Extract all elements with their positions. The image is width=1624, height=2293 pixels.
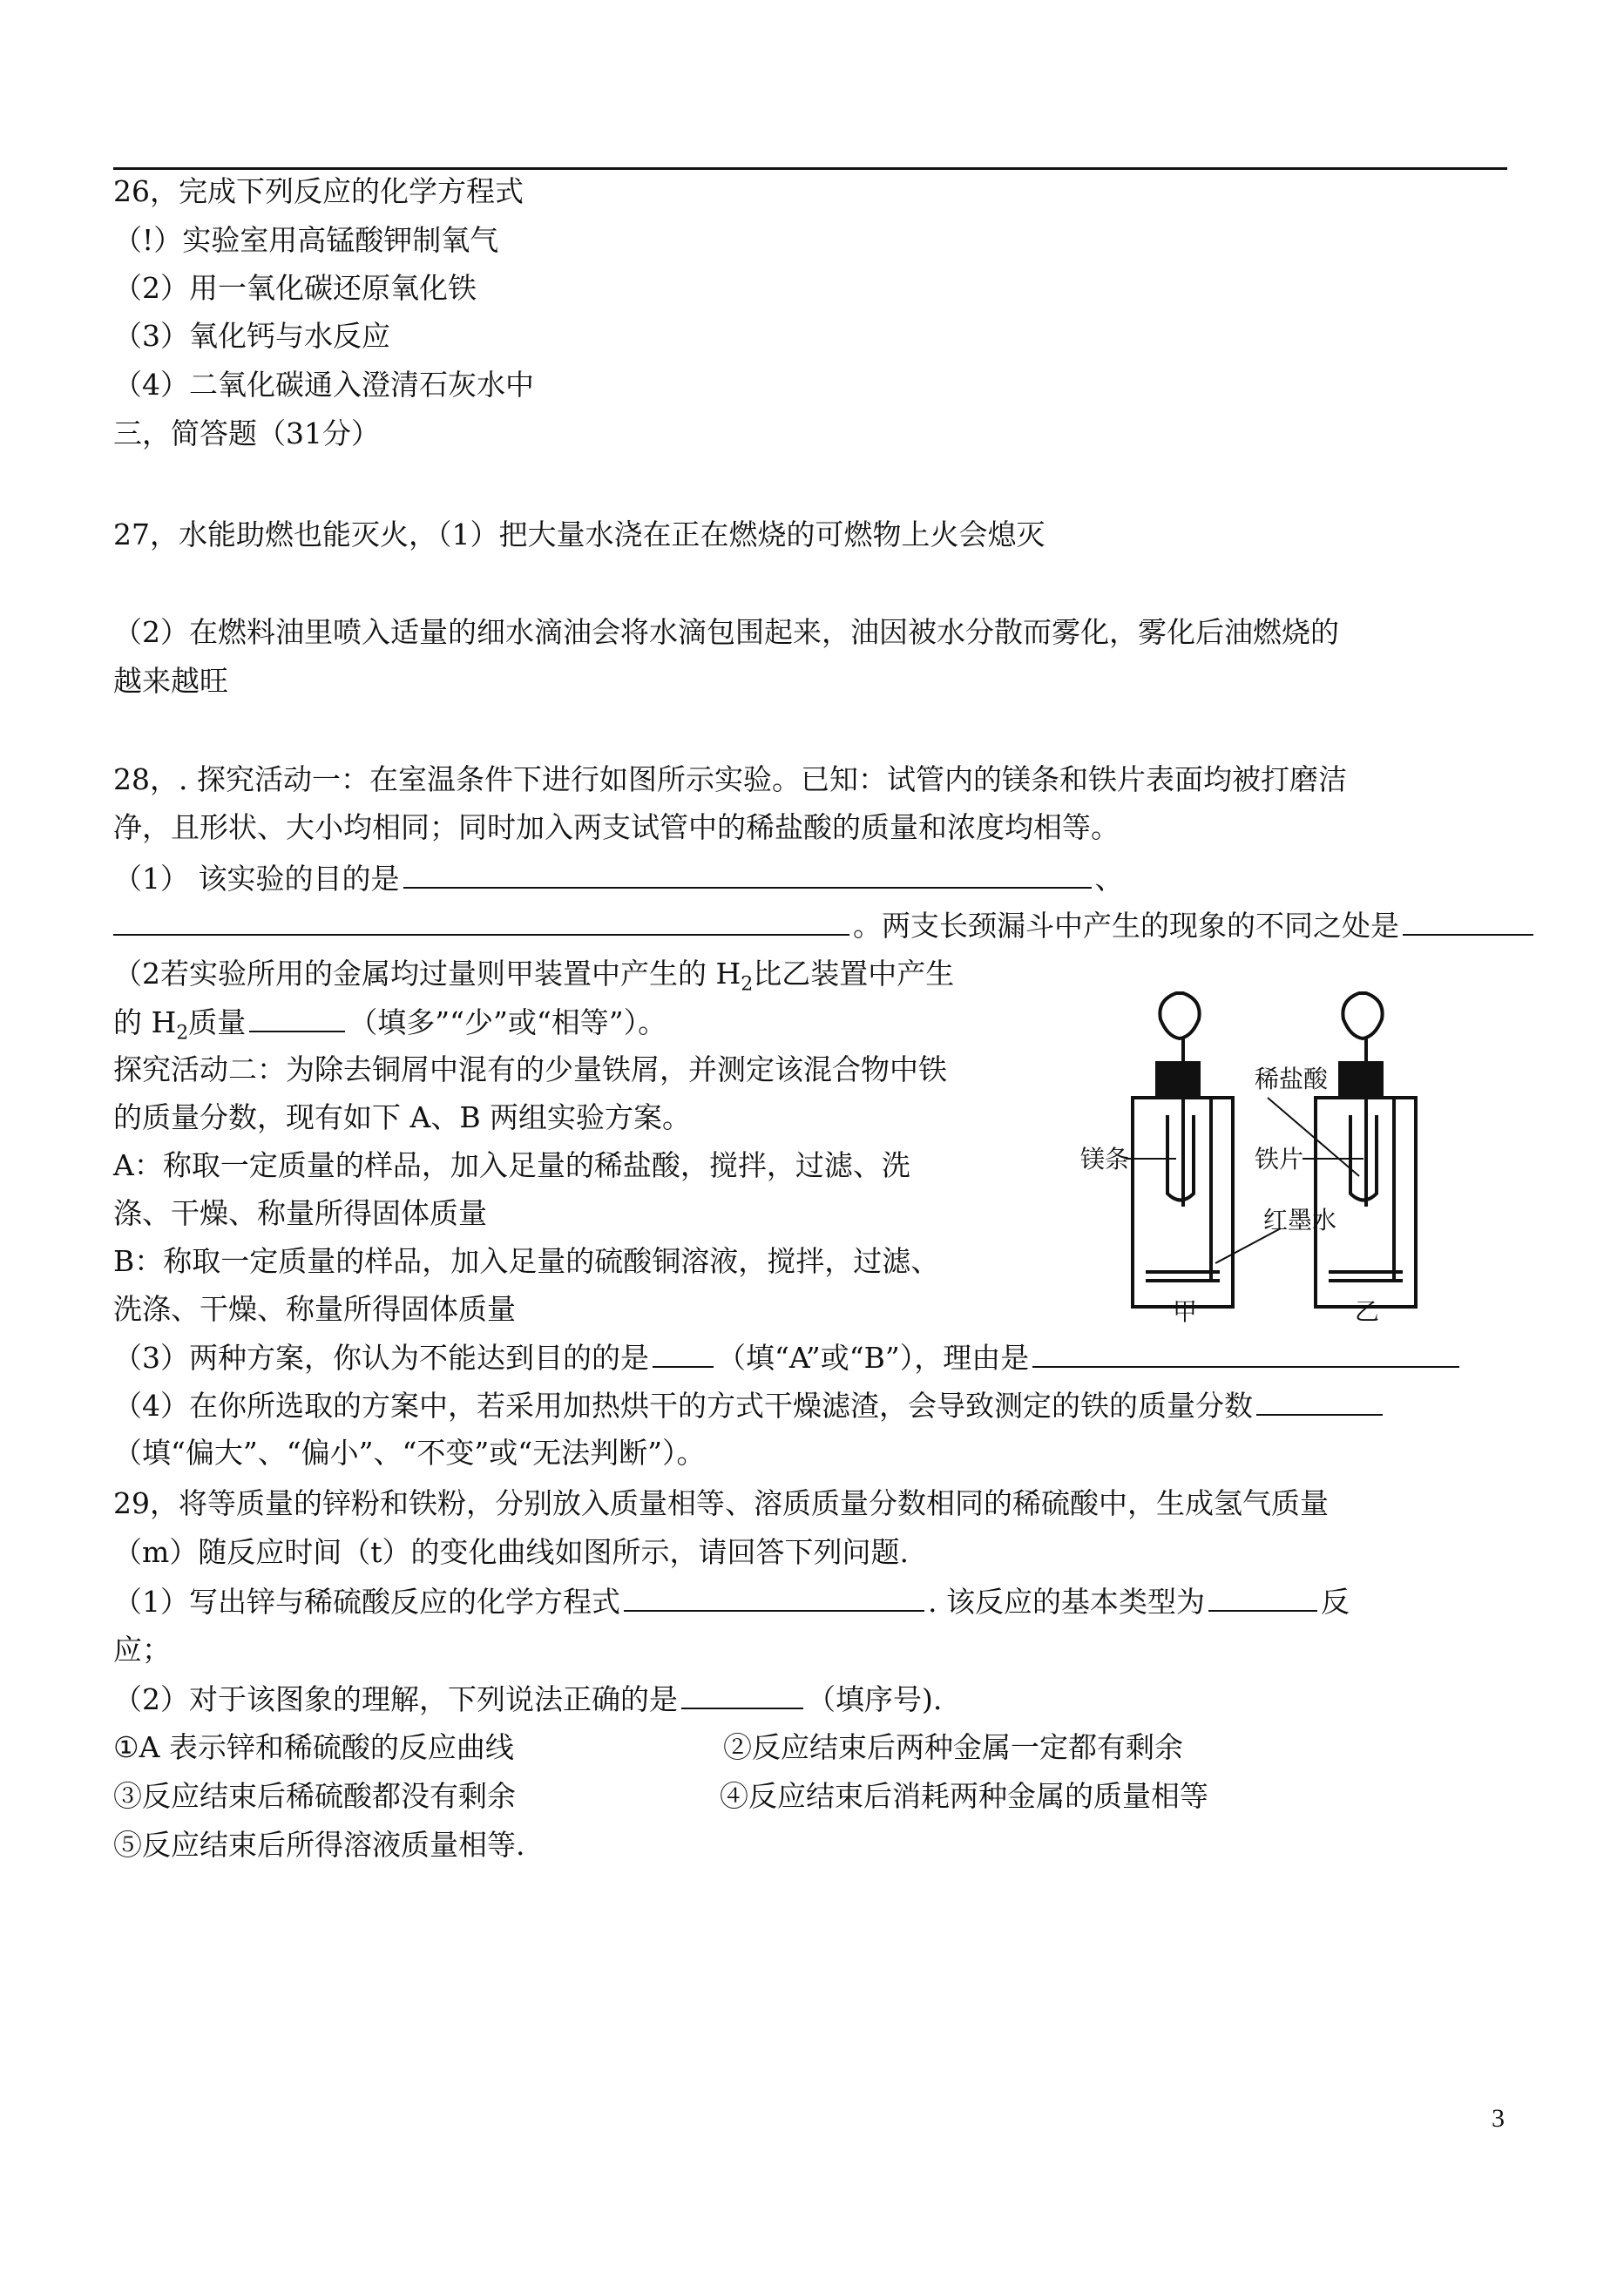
- q28-q3-text-a: （3）两种方案，你认为不能达到目的的是: [113, 1341, 649, 1375]
- apparatus-jia: [1133, 993, 1233, 1307]
- test-tube-left: [1167, 1115, 1194, 1201]
- test-tube-right: [1350, 1115, 1377, 1201]
- q29-q2-text-a: （2）对于该图象的理解，下列说法正确的是: [113, 1682, 678, 1716]
- q28-line-2: 净，且形状、大小均相同；同时加入两支试管中的稀盐酸的质量和浓度均相等。: [113, 810, 1120, 844]
- q28-q4-cont: （填“偏大”、“偏小”、“不变”或“无法判断”）。: [113, 1436, 706, 1470]
- stopper-left: [1157, 1063, 1199, 1098]
- q28-q4-text: （4）在你所选取的方案中，若采用加热烘干的方式干燥滤渣，会导致测定的铁的质量分数: [113, 1389, 1253, 1423]
- q29-option-4: ④反应结束后消耗两种金属的质量相等: [720, 1779, 1208, 1813]
- q27-line-3: 越来越旺: [113, 664, 228, 698]
- q29-q1-text-b: . 该反应的基本类型为: [928, 1585, 1205, 1619]
- label-jia: 甲: [1173, 1297, 1198, 1324]
- q29-option-2: ②反应结束后两种金属一定都有剩余: [723, 1730, 1183, 1764]
- subscript-2: 2: [741, 973, 754, 996]
- ink-right: [1329, 1272, 1403, 1281]
- q26-item-2: （2）用一氧化碳还原氧化铁: [113, 271, 477, 305]
- q27-line-1: 27，水能助燃也能灭火，（1）把大量水浇在正在燃烧的可燃物上火会熄灭: [113, 517, 1045, 551]
- stopper-right: [1340, 1063, 1382, 1098]
- q28-plan-a-line-1: A：称取一定质量的样品，加入足量的稀盐酸，搅拌，过滤、洗: [113, 1148, 910, 1182]
- q28-activity-2-line-1: 探究活动二：为除去铜屑中混有的少量铁屑，并测定该混合物中铁: [113, 1052, 947, 1086]
- answer-blank[interactable]: [681, 1681, 803, 1709]
- answer-blank[interactable]: [113, 908, 849, 936]
- answer-blank[interactable]: [1256, 1388, 1383, 1416]
- label-ink: 红墨水: [1263, 1206, 1337, 1234]
- q26-item-3: （3）氧化钙与水反应: [113, 319, 390, 353]
- label-mg: 镁条: [1080, 1145, 1130, 1174]
- answer-blank[interactable]: [403, 861, 1092, 889]
- answer-blank[interactable]: [1032, 1340, 1459, 1368]
- q28-q1-text: （1） 该实验的目的是: [113, 862, 400, 896]
- q28-q2-text-b: 比乙装置中产生: [753, 957, 955, 991]
- q26-item-4: （4）二氧化碳通入澄清石灰水中: [113, 368, 534, 402]
- q27-line-2: （2）在燃料油里喷入适量的细水滴油会将水滴包围起来，油因被水分散而雾化，雾化后油燃烧的: [113, 615, 1339, 649]
- q28-plan-b-line-1: B：称取一定质量的样品，加入足量的硫酸铜溶液，搅拌，过滤、: [113, 1244, 940, 1278]
- q28-q1-cont-text: 。两支长颈漏斗中产生的现象的不同之处是: [853, 909, 1399, 943]
- apparatus-yi: [1316, 993, 1416, 1307]
- q29-option-3: ③反应结束后稀硫酸都没有剩余: [113, 1779, 516, 1813]
- q28-line-1: 28，. 探究活动一：在室温条件下进行如图所示实验。已知：试管内的镁条和铁片表面均被打磨洁: [113, 762, 1347, 796]
- label-iron: 铁片: [1255, 1145, 1304, 1174]
- page-number: 3: [1492, 2104, 1505, 2133]
- q29-q2-text-b: （填序号).: [807, 1682, 943, 1716]
- q29-q1-text-a: （1）写出锌与稀硫酸反应的化学方程式: [113, 1585, 620, 1619]
- q28-q2-text-a: （2若实验所用的金属均过量则甲装置中产生的 H: [113, 957, 741, 991]
- q28-q1: [113, 861, 1124, 896]
- q29-line-1: 29，将等质量的锌粉和铁粉，分别放入质量相等、溶质质量分数相同的稀硫酸中，生成氢气质量: [113, 1486, 1329, 1520]
- q28-q1-comma: 、: [1094, 862, 1124, 896]
- q28-plan-b-line-2: 洗涤、干燥、称量所得固体质量: [113, 1292, 516, 1326]
- q29-option-5: ⑤反应结束后所得溶液质量相等.: [113, 1828, 525, 1862]
- q28-q1-cont: [113, 908, 1537, 944]
- q28-q3-text-b: （填“A”或“B”），理由是: [717, 1341, 1030, 1375]
- q28-q2-cont: [113, 1004, 667, 1052]
- answer-blank[interactable]: [624, 1584, 924, 1612]
- apparatus-figure: [1080, 976, 1516, 1324]
- q29-line-2: （m）随反应时间（t）的变化曲线如图所示，请回答下列问题.: [113, 1535, 910, 1569]
- ink-left: [1146, 1272, 1220, 1281]
- q28-q3: [113, 1340, 1463, 1376]
- q29-option-1: ①A 表示锌和稀硫酸的反应曲线: [113, 1730, 514, 1764]
- funnel-bulb-right: [1343, 993, 1382, 1038]
- q29-q1-cont: 应；: [113, 1633, 171, 1667]
- answer-blank[interactable]: [653, 1340, 714, 1368]
- q28-q2: [113, 957, 954, 1003]
- subscript-2: 2: [176, 1022, 189, 1045]
- answer-blank[interactable]: [1403, 908, 1533, 936]
- apparatus-diagram: [1080, 976, 1516, 1324]
- q28-activity-2-line-2: 的质量分数，现有如下 A、B 两组实验方案。: [113, 1100, 692, 1134]
- funnel-bulb-left: [1160, 993, 1199, 1038]
- answer-blank[interactable]: [1208, 1584, 1317, 1612]
- q28-q2-cont-a: 的 H: [113, 1005, 177, 1039]
- answer-blank[interactable]: [249, 1004, 345, 1032]
- q26-title: 26，完成下列反应的化学方程式: [113, 174, 524, 208]
- q26-item-1: （!）实验室用高锰酸钾制氧气: [113, 223, 499, 257]
- section-3-heading: 三，简答题（31分）: [113, 416, 380, 450]
- q29-q2: [113, 1681, 942, 1717]
- q28-q4: [113, 1388, 1386, 1424]
- q28-q2-cont-c: （填多”“少”或“相等”）。: [348, 1005, 667, 1039]
- q28-plan-a-line-2: 涤、干燥、称量所得固体质量: [113, 1196, 487, 1230]
- q29-q1: [113, 1584, 1350, 1620]
- label-yi: 乙: [1355, 1297, 1380, 1324]
- label-acid: 稀盐酸: [1255, 1065, 1329, 1093]
- header-rule: [113, 167, 1507, 170]
- q28-q2-cont-b: 质量: [188, 1005, 247, 1039]
- q29-q1-text-c: 反: [1320, 1585, 1350, 1619]
